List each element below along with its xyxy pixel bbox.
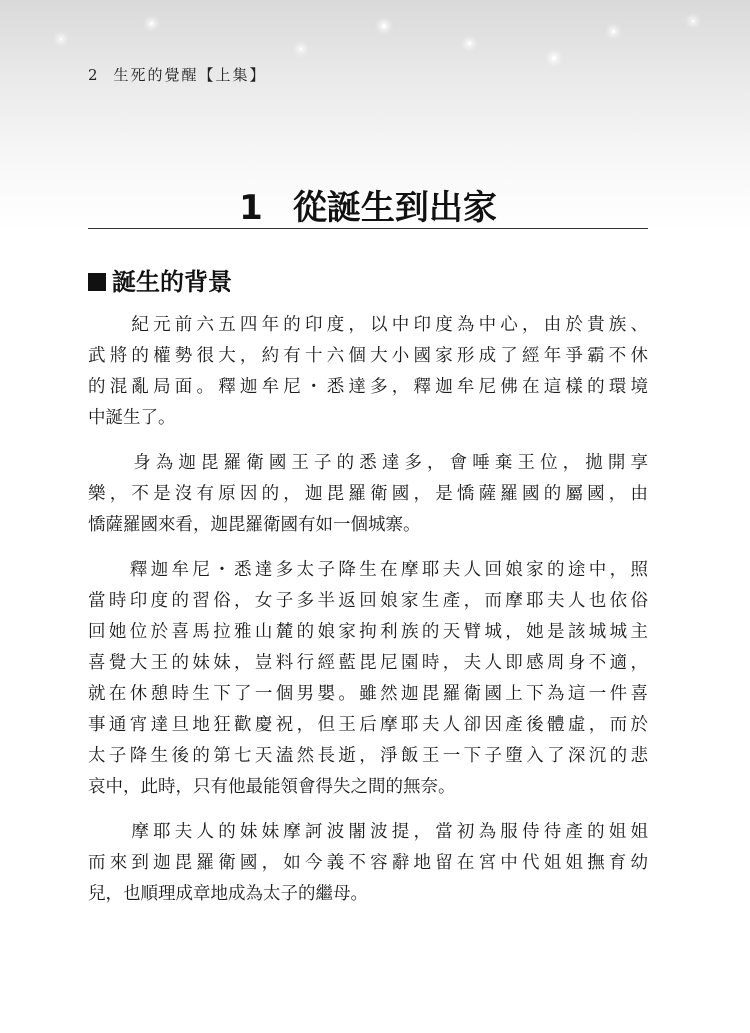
- text-line: 太子降生後的第七天溘然長逝，淨飯王一下子墮入了深沉的悲: [88, 746, 648, 766]
- text-line: 樂，不是沒有原因的，迦毘羅衛國，是憍薩羅國的屬國，由: [88, 484, 648, 504]
- paragraph: [88, 448, 648, 541]
- text-line: 中誕生了。: [88, 408, 176, 428]
- page-number: 2: [88, 66, 100, 84]
- section-heading: [88, 262, 232, 297]
- body-text: [88, 310, 648, 924]
- book-title: 生死的覺醒【上集】: [113, 66, 267, 84]
- text-line: 喜覺大王的妹妹，豈料行經藍毘尼園時，夫人即感周身不適，: [88, 653, 648, 673]
- sparkle-decoration: [150, 22, 153, 25]
- text-line: 身為迦毘羅衛國王子的悉達多，會唾棄王位，拋開享: [88, 453, 648, 473]
- sparkle-decoration: [300, 48, 302, 50]
- paragraph: [88, 555, 648, 803]
- text-line: 事通宵達旦地狂歡慶祝，但王后摩耶夫人卻因產後體虛，而於: [88, 715, 648, 735]
- paragraph: [88, 817, 648, 910]
- sparkle-decoration: [60, 38, 62, 40]
- text-line: 紀元前六五四年的印度，以中印度為中心，由於貴族、: [88, 315, 648, 335]
- text-line: 回她位於喜馬拉雅山麓的娘家拘利族的天臂城，她是該城城主: [88, 622, 648, 642]
- chapter-title: [88, 180, 648, 229]
- paragraph: [88, 310, 648, 434]
- sparkle-decoration: [692, 20, 694, 22]
- title-divider: [88, 228, 648, 229]
- sparkle-decoration: [552, 56, 556, 60]
- text-line: 哀中，此時，只有他最能領會得失之間的無奈。: [88, 777, 456, 797]
- text-line: 憍薩羅國來看，迦毘羅衛國有如一個城寨。: [88, 515, 421, 535]
- sparkle-decoration: [612, 30, 615, 33]
- text-line: 就在休憩時生下了一個男嬰。雖然迦毘羅衛國上下為這一件喜: [88, 684, 648, 704]
- text-line: 的混亂局面。釋迦牟尼・悉達多，釋迦牟尼佛在這樣的環境: [88, 377, 648, 397]
- text-line: 當時印度的習俗，女子多半返回娘家生產，而摩耶夫人也依俗: [88, 591, 648, 611]
- text-line: 釋迦牟尼・悉達多太子降生在摩耶夫人回娘家的途中，照: [88, 560, 648, 580]
- text-line: 摩耶夫人的妹妹摩訶波闍波提，當初為服侍待產的姐姐: [88, 822, 648, 842]
- text-line: 兒，也順理成章地成為太子的繼母。: [88, 884, 368, 904]
- text-line: 武將的權勢很大，約有十六個大小國家形成了經年爭霸不休: [88, 346, 648, 366]
- running-head: [88, 64, 267, 85]
- sparkle-decoration: [468, 42, 471, 45]
- sparkle-decoration: [382, 24, 386, 28]
- chapter-number: 1: [239, 188, 263, 228]
- chapter-title-text: 從誕生到出家: [292, 188, 497, 228]
- square-bullet-icon: [88, 273, 106, 291]
- section-heading-text: 誕生的背景: [112, 267, 232, 296]
- text-line: 而來到迦毘羅衛國，如今義不容辭地留在宮中代姐姐撫育幼: [88, 853, 648, 873]
